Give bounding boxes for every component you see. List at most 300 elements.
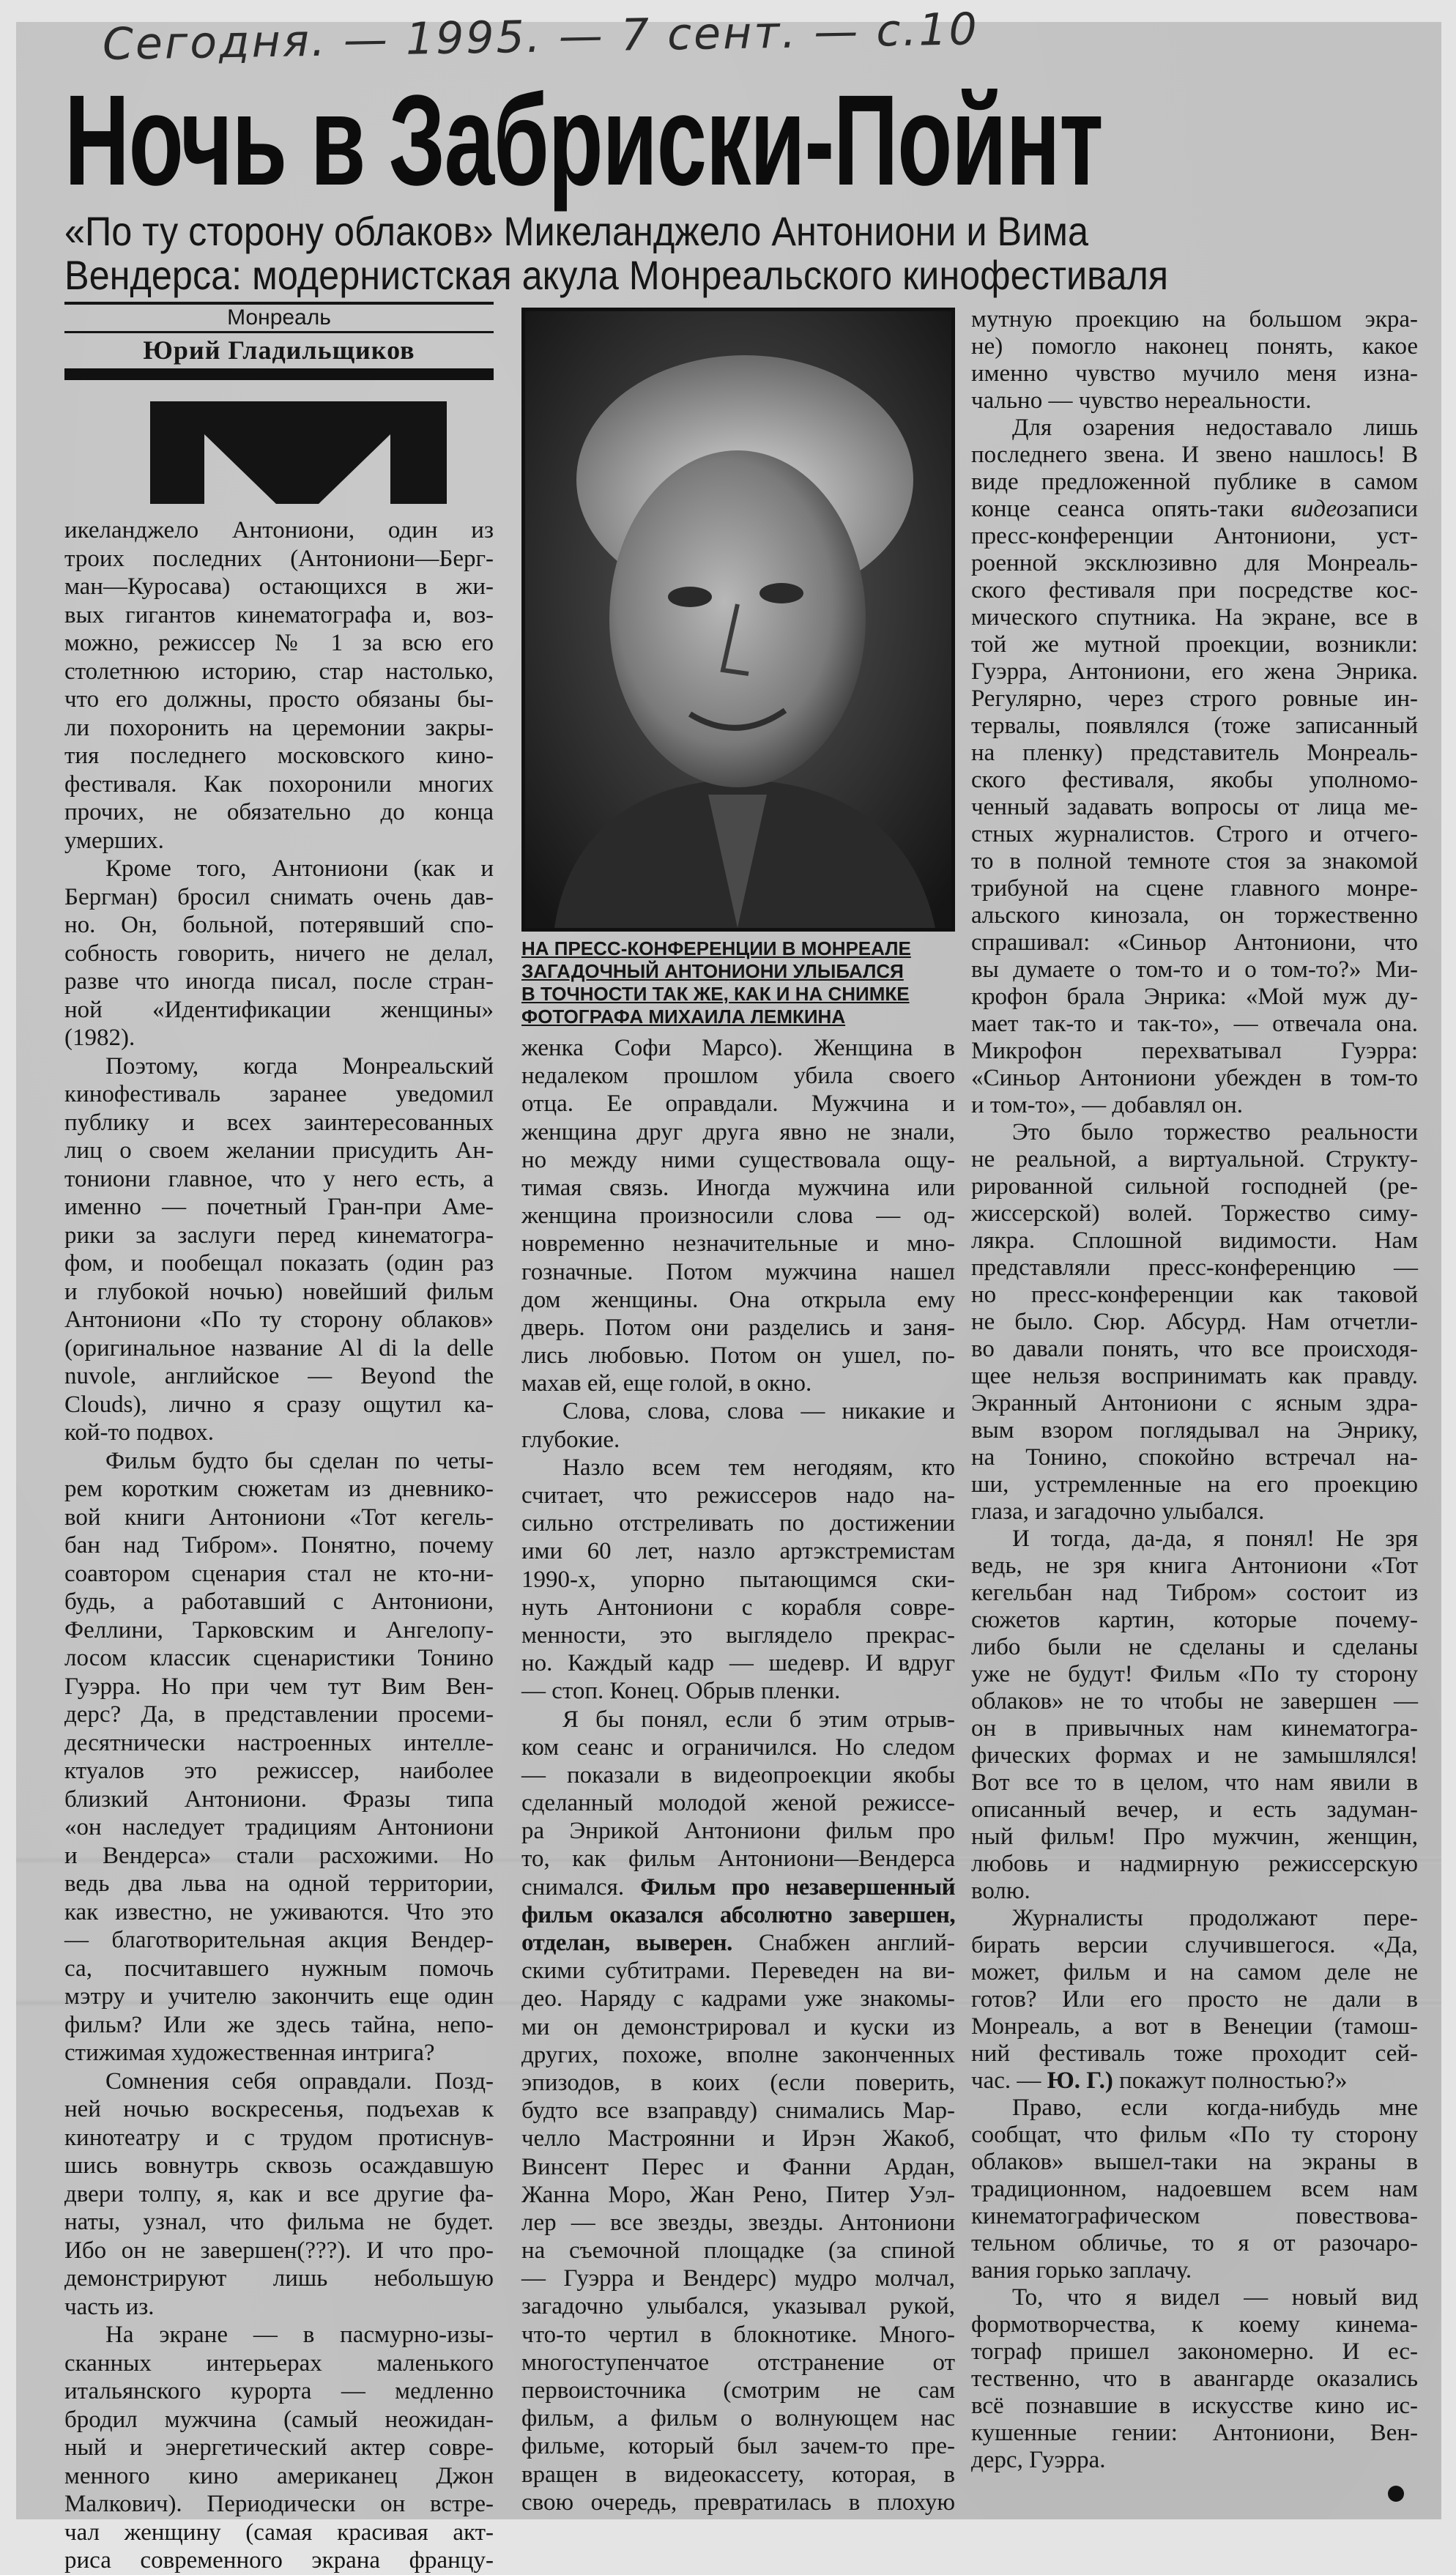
text-line (521, 1789, 955, 1817)
text: пресс-конференции Антониони, уст- (971, 523, 1418, 549)
text-line (971, 306, 1418, 333)
text: многоступенчатое отстранение от (521, 2349, 955, 2376)
text-line (971, 767, 1418, 794)
text-line (64, 516, 494, 545)
text-line (971, 848, 1418, 875)
caption-line: В ТОЧНОСТИ ТАК ЖЕ, КАК И НА СНИМКЕ (521, 983, 910, 1005)
text: тограф пришел закономерно. И ес- (971, 2338, 1418, 2365)
text: не реальной, а виртуальной. Структу- (971, 1146, 1418, 1173)
bold-text: отделан, выверен. (521, 1930, 732, 1956)
text-line (64, 545, 494, 573)
text-line (521, 1537, 955, 1565)
text: не) помогло наконец понять, какое (971, 333, 1418, 360)
text-line (971, 2122, 1418, 2149)
text-line (521, 1649, 955, 1677)
text-line (971, 1580, 1418, 1607)
text-line (64, 1165, 494, 1194)
text: (оригинальное название Al di la delle (64, 1334, 494, 1361)
text-line (64, 1729, 494, 1758)
text-line (64, 1391, 494, 1419)
text-line (64, 1644, 494, 1673)
divider-bar (64, 368, 494, 380)
text: будто все взаправду) снимались Мар- (521, 2097, 955, 2125)
text: тервалы, появлялся (тоже записанный (971, 713, 1418, 739)
text: волю. (971, 1878, 1030, 1904)
text: ной «Идентификации женщины» (64, 996, 494, 1023)
text: двери толпу, я, как и все другие фа- (64, 2180, 494, 2207)
text-line (64, 1813, 494, 1842)
text-line (521, 1985, 955, 2013)
text-line (971, 550, 1418, 577)
text-line (64, 1306, 494, 1334)
text-line (971, 1336, 1418, 1363)
text-line (64, 1109, 494, 1137)
text-line (971, 1038, 1418, 1065)
text-line (64, 1080, 494, 1109)
caption-line: ЗАГАДОЧНЫЙ АНТОНИОНИ УЛЫБАЛСЯ (521, 960, 904, 982)
text: 1990-х, упорно пытающимся ски- (521, 1566, 955, 1593)
text-line (64, 2406, 494, 2434)
text-line (521, 1621, 955, 1649)
text-line (971, 2230, 1418, 2257)
text-line (64, 2208, 494, 2237)
text: ли похоронить на церемонии закры- (64, 714, 494, 741)
text-line (971, 469, 1418, 496)
text-line (971, 2366, 1418, 2393)
text-line (64, 1447, 494, 1476)
headline: Ночь в Забриски-Пойнт (64, 69, 1103, 212)
text-line (64, 2124, 494, 2152)
text-line (64, 658, 494, 686)
text-line (64, 742, 494, 770)
text: гозначные. Потом мужчина нашел (521, 1258, 955, 1285)
text: То, что я видел — новый вид (1012, 2284, 1418, 2311)
text-line (971, 2311, 1418, 2338)
text: икеланджело Антониони, один из (64, 517, 494, 543)
text-line (64, 798, 494, 827)
paragraph (971, 1526, 1418, 1905)
text: недалеком прошлом убила своего (521, 1063, 955, 1090)
text: женщина произносили слова — од- (521, 1203, 955, 1230)
text: сделанный молодой женой режиссе- (521, 1790, 955, 1817)
text-line (971, 1200, 1418, 1227)
text-line (521, 2404, 955, 2432)
text: Снабжен англий- (732, 1930, 955, 1956)
text-line (971, 1553, 1418, 1580)
text: вых гигантов кинематографа и, воз- (64, 601, 494, 628)
text: Регулярно, через строго ровные ин- (971, 685, 1418, 712)
text-line (521, 2069, 955, 2097)
text: ман—Куросава) остающихся в жи- (64, 573, 494, 600)
text: что-то чертил в блокнотике. Много- (521, 2321, 955, 2348)
text-line (64, 1616, 494, 1645)
text-line (521, 1845, 955, 1873)
text: во давали понять, что все происходя- (971, 1336, 1418, 1362)
text-line (521, 1454, 955, 1482)
text-line (971, 2149, 1418, 2176)
text-line (971, 1932, 1418, 1959)
text: будь, а работавший с Антониони, (64, 1589, 494, 1615)
text-line (64, 2264, 494, 2293)
text: нуть Антониони с корабля совре- (521, 1594, 955, 1621)
text: — Гуэрра и Вендерс) мудро молчал, (521, 2265, 955, 2292)
text-line (521, 2321, 955, 2349)
text-line (64, 1673, 494, 1701)
text: дерс? Да, в представлении просеми- (64, 1701, 494, 1728)
text-line (64, 1419, 494, 1447)
text-line (971, 1796, 1418, 1824)
text: тественно, что в авангарде оказались (971, 2366, 1418, 2392)
text: тия последнего московского кино- (64, 743, 494, 769)
text: сканных интерьерах маленького (64, 2349, 494, 2377)
text: ского фестиваля, якобы уполномо- (971, 767, 1418, 793)
text: щее нельзя воспринимать как правду. (971, 1363, 1418, 1389)
text-line (521, 1118, 955, 1146)
paragraph (521, 1454, 955, 1706)
text: десятнически настроенных интелле- (64, 1729, 494, 1756)
text-line (64, 1983, 494, 2011)
text-line (971, 2176, 1418, 2203)
text: фических формах и не замышлялся! (971, 1742, 1418, 1769)
text: новременно незначительные и мно- (521, 1230, 955, 1257)
text: рики за заслуги перед кинематогра- (64, 1222, 494, 1249)
text: на пленку) представитель Монреаль- (971, 740, 1418, 766)
photo-caption (521, 937, 955, 1028)
text: трибуной на сцене главного монре- (971, 875, 1418, 902)
text-line (971, 2257, 1418, 2284)
text: что его должны, просто обязаны бы- (64, 686, 494, 713)
text: вания горько заплачу. (971, 2257, 1192, 2284)
text-line (64, 2011, 494, 2040)
text-line (521, 2292, 955, 2320)
text: ведь, не зря книга Антониони «Тот (971, 1553, 1418, 1579)
text: может, фильм и на самом деле не (971, 1959, 1418, 1985)
text-line (521, 1901, 955, 1929)
text: на Тонино, спокойно встречал на- (971, 1444, 1418, 1471)
subtitle (64, 209, 1168, 297)
text: всё познавшие в искусстве кино ис- (971, 2393, 1418, 2419)
text: формотворчества, к коему кинема- (971, 2311, 1418, 2338)
text-line (521, 1062, 955, 1090)
text-line (971, 442, 1418, 469)
text-line (521, 2489, 955, 2516)
text: той же мутной проекции, возникли: (971, 631, 1418, 658)
text-line (64, 601, 494, 630)
text: челло Мастроянни и Ирэн Жакоб, (521, 2125, 955, 2152)
article-column-2 (521, 1034, 955, 2516)
text: роенной эксклюзивно для Монреаль- (971, 550, 1418, 576)
text: лись любовью. Потом он ушел, по- (521, 1342, 955, 1370)
paragraph (971, 1905, 1418, 2095)
text-line (64, 2490, 494, 2519)
text-line (64, 1588, 494, 1616)
portrait-image (525, 311, 951, 928)
text: кегельбан над Тибром» состоит из (971, 1580, 1418, 1606)
text-line (521, 2264, 955, 2292)
text-line (971, 1417, 1418, 1444)
text: са, посчитавшего нужным помочь (64, 1955, 494, 1982)
text-line (521, 1342, 955, 1370)
text: умерших. (64, 827, 164, 854)
text: бан над Тибром». Понятно, почему (64, 1532, 494, 1558)
text: сильно отстреливать по достижении (521, 1510, 955, 1537)
text-line (971, 360, 1418, 387)
text: Гуэрра. Но при чем тут Вим Вен- (64, 1673, 494, 1700)
text-line (971, 1986, 1418, 2013)
text: ми он демонстрировал и куски из (521, 2013, 955, 2040)
text-line (971, 2013, 1418, 2040)
text: риса современного экрана францу- (64, 2547, 494, 2574)
paragraph (64, 1052, 494, 1447)
author-name: Юрий Гладильщиков (143, 335, 415, 365)
dateline-place: Монреаль (227, 305, 331, 330)
text: крофон брала Энрика: «Мой муж ду- (971, 984, 1418, 1010)
text: кинематографическом повествова- (971, 2203, 1418, 2229)
text-line (971, 1255, 1418, 1282)
text: итальянского курорта — медленно (64, 2378, 494, 2404)
text-line (971, 2067, 1418, 2095)
text-line (521, 1174, 955, 1202)
text-line (971, 1634, 1418, 1661)
text: мического спутника. На экране, все в (971, 604, 1418, 631)
text: дверь. Потом они разделись и заня- (521, 1314, 955, 1341)
text-line (521, 1509, 955, 1537)
text-line (64, 2293, 494, 2322)
text: шись вовнутрь сквозь осаждавшую (64, 2152, 494, 2179)
text: он в привычных нам кинематогра- (971, 1715, 1418, 1742)
text-line (64, 2377, 494, 2406)
text: «Синьор Антониони убежден в том-то (971, 1065, 1418, 1091)
text: считает, что режиссеров надо на- (521, 1482, 955, 1509)
text: ченный задавать вопросы от лица ме- (971, 794, 1418, 820)
text-line (521, 1677, 955, 1705)
text: Я бы понял, если б этим отрыв- (562, 1706, 955, 1733)
text-line (971, 902, 1418, 929)
text-line (971, 2040, 1418, 2067)
text: глаза, и загадочно улыбался. (971, 1498, 1265, 1525)
text-line (971, 1390, 1418, 1417)
text: отца. Ее оправдали. Мужчина и (521, 1090, 955, 1118)
text: вой книги Антониони «Тот кегель- (64, 1504, 494, 1531)
text: альского кинозала, он торжественно (971, 902, 1418, 929)
text: на съемочной площадке (за спиной (521, 2237, 955, 2264)
text-line (64, 1842, 494, 1870)
text-line (971, 713, 1418, 740)
text-line (64, 2321, 494, 2349)
text: разве что иногда писал, после стран- (64, 968, 494, 995)
text-line (521, 1566, 955, 1594)
text: Винсент Перес и Фанни Ардан, (521, 2153, 955, 2180)
text: стижимая художественная интрига? (64, 2040, 435, 2066)
text: рированной сильной господней (ре- (971, 1173, 1418, 1200)
text: менности, это выглядело прекрас- (521, 1621, 955, 1649)
paragraph (64, 1447, 494, 2067)
text: ши, устремленные на его проекцию (971, 1471, 1418, 1498)
text: Бергман) бросил снимать очень дав- (64, 883, 494, 910)
text: готов? Или его просто не дали в (971, 1986, 1418, 2013)
text: тониони главное, что у него есть, а (64, 1165, 494, 1192)
text: сюжетов картин, которые почему- (971, 1607, 1418, 1633)
text-line (521, 1230, 955, 1257)
text-line (64, 827, 494, 855)
text: Сомнения себя оправдали. Позд- (105, 2067, 494, 2095)
text-line (64, 1955, 494, 1983)
text-line (521, 1706, 955, 1734)
text-line (971, 2393, 1418, 2420)
text: покажут полностью?» (1113, 2067, 1348, 2094)
text-line (971, 1444, 1418, 1471)
text: традиционном, надоевшем всем нам (971, 2176, 1418, 2202)
text-line (64, 1137, 494, 1165)
text: но. Каждый кадр — шедевр. И вдруг (521, 1650, 955, 1677)
text-line (521, 1258, 955, 1286)
text: лякра. Сплошной видимости. Нам (971, 1227, 1418, 1254)
text: фильм? Или же здесь тайна, непо- (64, 2011, 494, 2038)
text-line (521, 2377, 955, 2404)
text: И тогда, да-да, я понял! Не зря (1012, 1526, 1418, 1552)
text: nuvole, английское — Beyond the (64, 1363, 494, 1389)
text: На экране — в пасмурно-изы- (105, 2322, 494, 2348)
text: глубокие. (521, 1426, 620, 1453)
text-line (521, 1957, 955, 1985)
text-line (521, 1929, 955, 1957)
text: махав ей, еще голой, в окно. (521, 1370, 812, 1397)
text-line (64, 1870, 494, 1898)
text: часть из. (64, 2293, 155, 2320)
text: Фильм будто бы сделан по четы- (105, 1447, 494, 1474)
text: конце сеанса опять-таки (971, 496, 1291, 522)
text-line (64, 1531, 494, 1560)
text: сообщат, что фильм «По ту сторону (971, 2122, 1418, 2148)
text: тельном обличье, то я от разочаро- (971, 2230, 1418, 2256)
paragraph (64, 2321, 494, 2575)
text: ный фильм! Про мужчин, женщин, (971, 1824, 1418, 1850)
text: Это было торжество реальности (1012, 1119, 1418, 1145)
text: Кроме того, Антониони (как и (105, 855, 494, 882)
text-line (971, 1471, 1418, 1498)
text: облаков» вышел-таки на экраны в (971, 2149, 1418, 2175)
text: Вот все то в целом, что нам явили в (971, 1769, 1418, 1796)
text: прочих, не обязательно до конца (64, 799, 494, 825)
text: Экранный Антониони с ясным здра- (971, 1390, 1418, 1416)
text-line (971, 1607, 1418, 1634)
text-line (971, 875, 1418, 902)
text: демонстрируют лишь небольшую (64, 2265, 494, 2292)
text-line (971, 956, 1418, 984)
text-line (64, 714, 494, 743)
text: дом женщины. Она открыла ему (521, 1286, 955, 1313)
text: ского фестиваля при посредстве кос- (971, 577, 1418, 603)
text-line (521, 1761, 955, 1789)
text-line (971, 821, 1418, 848)
text: соавтором сценария стал не кто-ни- (64, 1560, 494, 1587)
text: менного кино американец Джон (64, 2462, 494, 2489)
paragraph (971, 2284, 1418, 2474)
text-line (64, 1504, 494, 1532)
text-line (64, 2434, 494, 2462)
text: уже не будут! Фильм «По ту сторону (971, 1661, 1418, 1687)
text: последнего звена. И звено нашлось! В (971, 442, 1418, 468)
text-line (64, 2519, 494, 2547)
text: первоисточника (смотрим не сам (521, 2377, 955, 2404)
byline (64, 302, 494, 380)
text-line (64, 2546, 494, 2575)
text-line (971, 1742, 1418, 1769)
text-line (521, 1594, 955, 1621)
text-line (971, 685, 1418, 713)
text: собность говорить, ничего не делал, (64, 940, 494, 967)
text-line (971, 740, 1418, 767)
text: то, как фильм Антониони—Вендерса (521, 1846, 955, 1873)
text: ктуалов это режиссер, наиболее (64, 1758, 494, 1784)
text: либо были не сделаны и сделаны (971, 1634, 1418, 1660)
text: женка Софи Марсо). Женщина в (521, 1035, 955, 1061)
text-line (521, 1034, 955, 1062)
text-line (64, 996, 494, 1025)
end-of-article-mark (1388, 2486, 1404, 2502)
text-line (521, 1873, 955, 1901)
caption-line: НА ПРЕСС-КОНФЕРЕНЦИИ В МОНРЕАЛЕ (521, 937, 911, 959)
text: и том-то», — добавлял он. (971, 1092, 1244, 1118)
text-line (971, 1715, 1418, 1742)
text-line (64, 2067, 494, 2096)
text-line (971, 1282, 1418, 1309)
paragraph (971, 1119, 1418, 1526)
text: тимая связь. Иногда мужчина или (521, 1174, 955, 1201)
text-line (971, 577, 1418, 604)
text: именно чувство мучило меня изна- (971, 360, 1418, 387)
bold-text: Фильм про незавершенный (640, 1873, 955, 1900)
text-line (971, 387, 1418, 415)
text: виде предложенной публике в самом (971, 469, 1418, 495)
text: свою очередь, превратилась в плохую (521, 2489, 955, 2516)
text-line (521, 1482, 955, 1509)
text: Для озарения недоставало лишь (1012, 415, 1418, 441)
text-line (64, 2180, 494, 2209)
text-line (521, 1090, 955, 1118)
text-line (971, 2420, 1418, 2447)
text-line (521, 2181, 955, 2209)
photo-antonioni (521, 308, 955, 932)
paragraph (64, 855, 494, 1052)
text-line (64, 2152, 494, 2180)
text-line (971, 1959, 1418, 1986)
text: Гуэрра, Антониони, его жена Энрика. (971, 658, 1418, 685)
drop-cap-m (150, 401, 447, 504)
bold-text: Ю. Г.) (1047, 2067, 1113, 2094)
text-line (971, 929, 1418, 956)
text-line (64, 1334, 494, 1363)
text-line (64, 1786, 494, 1814)
text-line (521, 1397, 955, 1425)
text: Монреаль, а вот в Венеции (тамош- (971, 2013, 1418, 2040)
text-line (521, 2432, 955, 2460)
text: Малкович). Периодически он встре- (64, 2491, 494, 2517)
text: Микрофон перехватывал Гуэрра: (971, 1038, 1418, 1064)
article-column-3 (971, 306, 1418, 2474)
text-line (64, 1898, 494, 1927)
text-line (971, 794, 1418, 821)
text: ный и энергетический актер совре- (64, 2434, 494, 2461)
text-line (971, 1824, 1418, 1851)
text-line (64, 685, 494, 714)
text-line (64, 2349, 494, 2378)
text-line (64, 911, 494, 940)
text: женщина друг друга явно не знали, (521, 1118, 955, 1145)
text-line (521, 1370, 955, 1397)
text-line (64, 1024, 494, 1052)
paragraph (521, 1034, 955, 1397)
